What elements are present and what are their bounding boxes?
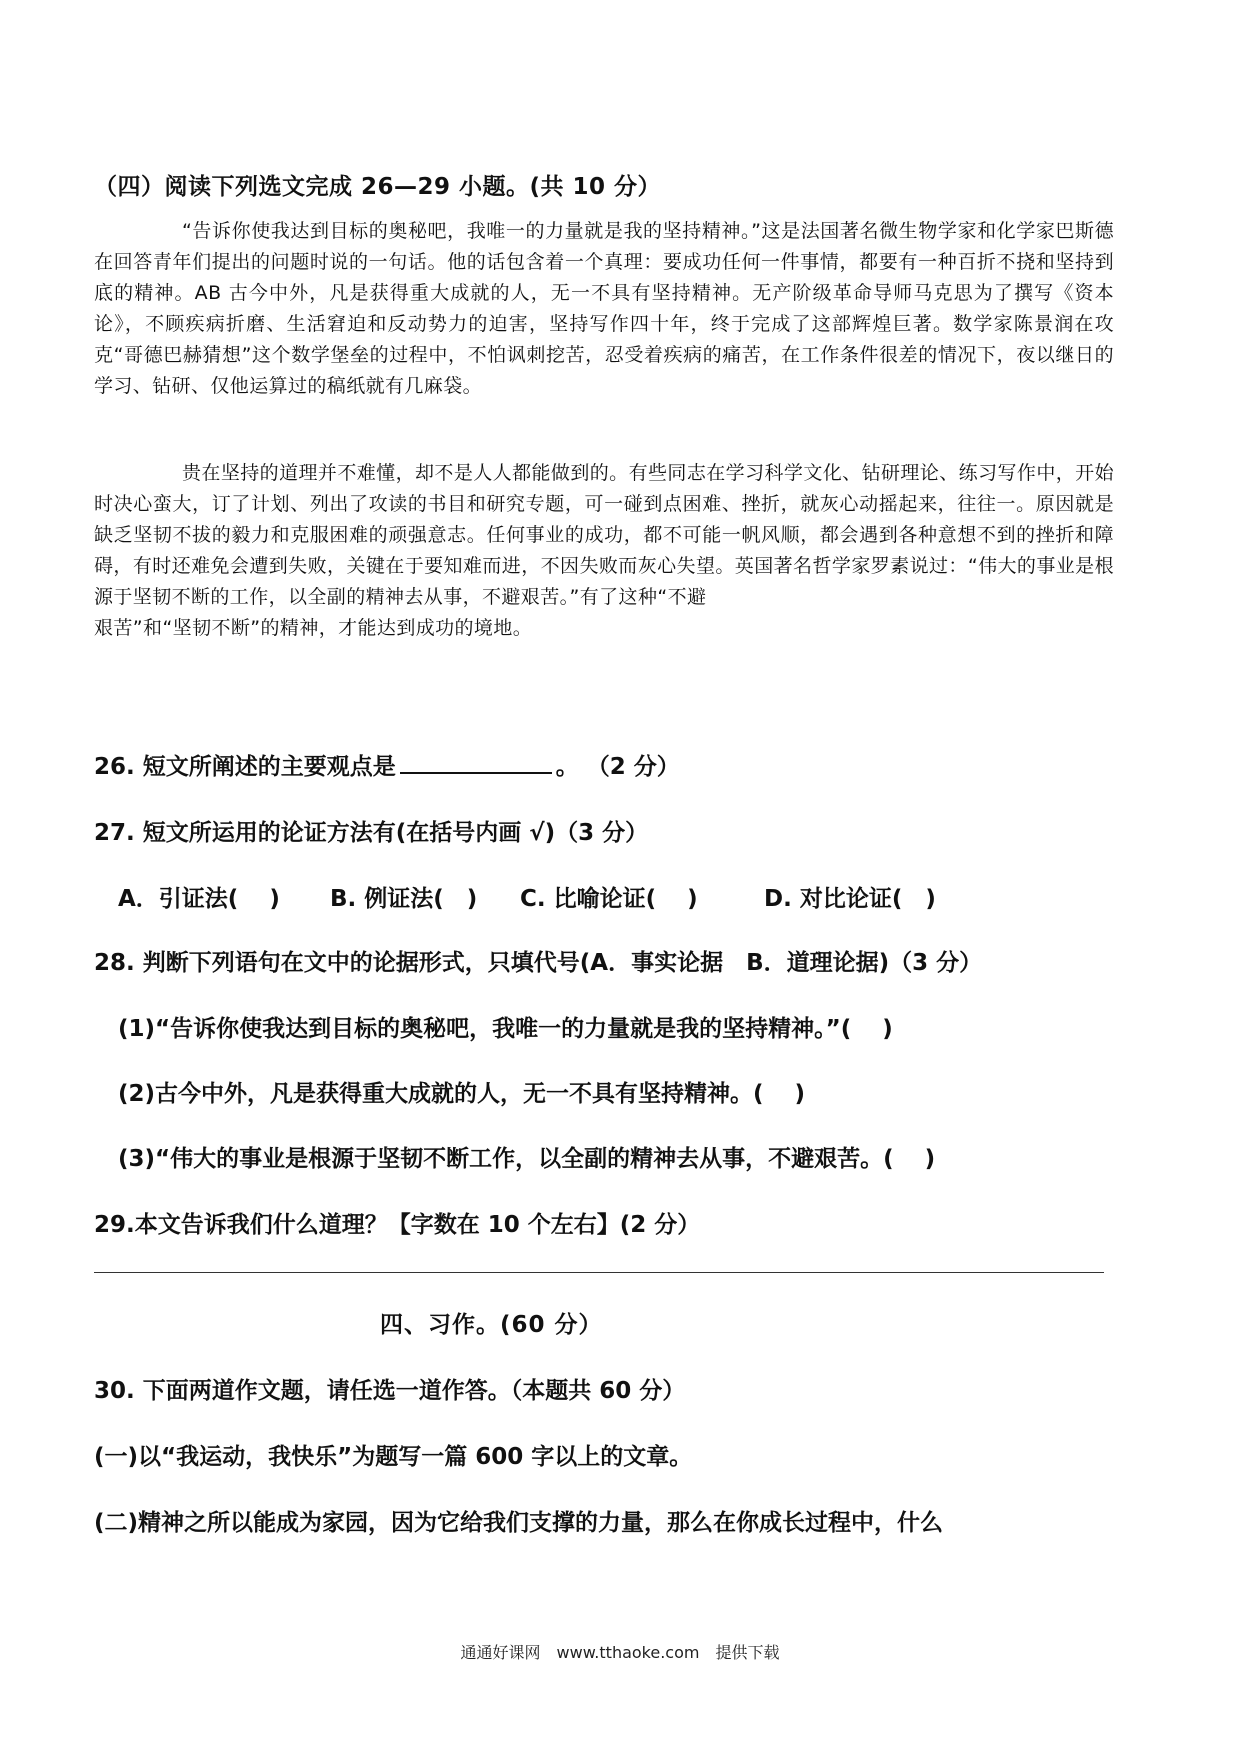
paragraph-1-text: “告诉你使我达到目标的奥秘吧，我唯一的力量就是我的坚持精神。”这是法国著名微生物学家和化学家巴斯德在回答青年们提出的问题时说的一句话。他的话包含着一个真理：要成功任何一件事情，都要有一种百折不挠和坚持到底的精神。AB 古今中外，凡是获得重大成就的人，无一不具有坚持精神。无产阶级革命导师马克思为了撰写《资本论》，不顾疾病折磨、生活窘迫和反动势力的迫害，坚持写作四十年，终于完成了这部辉煌巨著。数学家陈景润在攻克“哥德巴赫猜想”这个数学堡垒的过程中，不怕讽刺挖苦，忍受着疾病的痛苦，在工作条件很差的情况下，夜以继日的学习、钻研、仅他运算过的稿纸就有几麻袋。: [94, 220, 1114, 397]
writing-section-heading: 四、习作。(60 分）: [380, 1312, 603, 1338]
essay-option-2: (二)精神之所以能成为家园，因为它给我们支撑的力量，那么在你成长过程中，什么: [94, 1510, 944, 1536]
passage-paragraph-2: [94, 458, 1114, 644]
page-footer: 通通好课网 www.tthaoke.com 提供下载: [460, 1643, 780, 1662]
essay-option-1: (一)以“我运动，我快乐”为题写一篇 600 字以上的文章。: [94, 1444, 693, 1470]
question-26-text: 26. 短文所阐述的主要观点是: [94, 754, 396, 780]
q27-option-c[interactable]: C. 比喻论证( ): [520, 886, 698, 912]
q29-answer-line[interactable]: [94, 1272, 1104, 1273]
question-27: 27. 短文所运用的论证方法有(在括号内画 √)（3 分）: [94, 820, 649, 846]
question-26: [94, 748, 680, 781]
paragraph-2-end: 艰苦”和“坚韧不断”的精神，才能达到成功的境地。: [94, 617, 533, 639]
question-30: 30. 下面两道作文题，请任选一道作答。（本题共 60 分）: [94, 1378, 686, 1404]
paragraph-2-text: 贵在坚持的道理并不难懂，却不是人人都能做到的。有些同志在学习科学文化、钻研理论、练习写作中，开始时决心蛮大，订了计划、列出了攻读的书目和研究专题，可一碰到点困难、挫折，就灰心动摇起来，往往一。原因就是缺乏坚韧不拔的毅力和克服困难的顽强意志。任何事业的成功，都不可能一帆风顺，都会遇到各种意想不到的挫折和障碍，有时还难免会遭到失败，关键在于要知难而进，不因失败而灰心失望。英国著名哲学家罗素说过：“伟大的事业是根源于坚韧不断的工作，以全副的精神去从事，不避艰苦。”有了这种“不避: [94, 462, 1114, 608]
question-26-blank[interactable]: [400, 752, 552, 774]
question-28: 28. 判断下列语句在文中的论据形式，只填代号(A．事实论据 B．道理论据)（3 分）: [94, 950, 983, 976]
q27-option-d[interactable]: D. 对比论证( ): [764, 886, 936, 912]
reading-section-title: （四）阅读下列选文完成 26—29 小题。(共 10 分）: [94, 174, 662, 200]
passage-paragraph-1: [94, 216, 1114, 402]
q28-item-2[interactable]: (2)古今中外，凡是获得重大成就的人，无一不具有坚持精神。( ): [118, 1081, 806, 1107]
question-26-score: 。 （2 分）: [555, 754, 680, 780]
q27-option-b[interactable]: B. 例证法( ): [330, 886, 478, 912]
q28-item-1[interactable]: (1)“告诉你使我达到目标的奥秘吧，我唯一的力量就是我的坚持精神。”( ): [118, 1016, 893, 1042]
q27-option-a[interactable]: A．引证法( ): [118, 886, 280, 912]
q28-item-3[interactable]: (3)“伟大的事业是根源于坚韧不断工作，以全副的精神去从事，不避艰苦。( ): [118, 1146, 936, 1172]
question-29: 29.本文告诉我们什么道理？【字数在 10 个左右】(2 分）: [94, 1212, 701, 1238]
